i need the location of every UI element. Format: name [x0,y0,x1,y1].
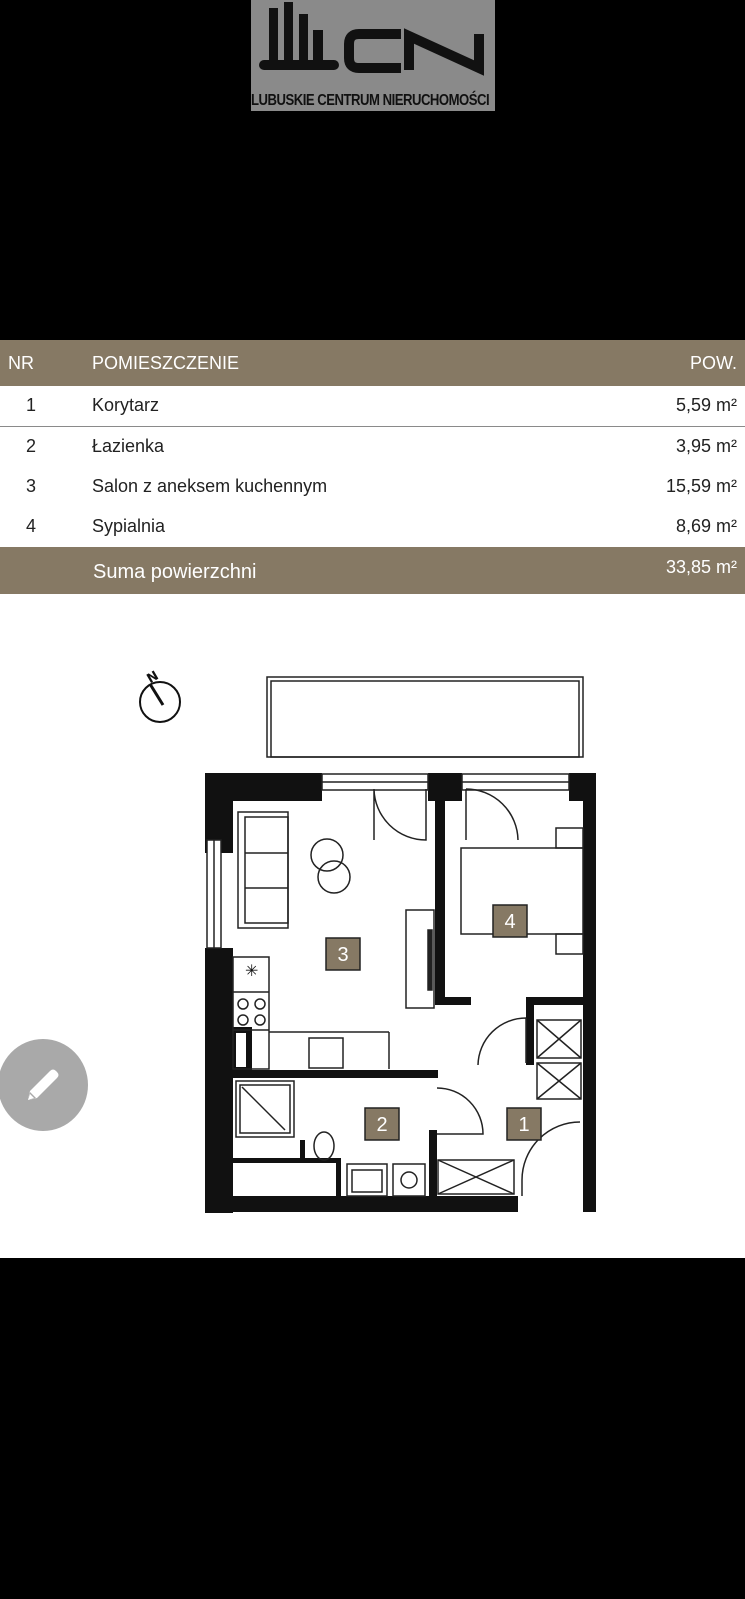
total-label: Suma powierzchni [93,561,257,583]
compass-north-label: N [144,668,162,687]
row-room: Sypialnia [92,516,166,536]
apartment-sheet [0,340,745,1258]
room-tag-3 [326,938,360,970]
row-area: 15,59 m² [665,476,737,496]
row-room: Korytarz [92,395,160,415]
room-tag-4 [493,905,527,937]
row-nr: 4 [26,516,37,536]
header-nr: NR [8,353,34,373]
pencil-icon [20,1062,66,1108]
room-tag-4-label: 4 [504,911,516,933]
room-tag-1 [507,1108,541,1140]
header-room: POMIESZCZENIE [92,353,240,373]
logo-text: LUBUSKIE CENTRUM NIERUCHOMOŚCI [251,92,490,109]
row-area: 8,69 m² [675,516,737,536]
floor-plan [0,340,745,1258]
row-room: Salon z aneksem kuchennym [92,476,328,496]
row-area: 3,95 m² [675,436,737,456]
fridge-icon: ✳ [245,961,259,980]
room-tag-2-label: 2 [376,1114,388,1136]
walls [205,773,596,1213]
logo-mark [251,0,495,92]
row-nr: 3 [26,476,37,496]
room-tag-2 [365,1108,399,1140]
total-area: 33,85 m² [665,557,737,577]
row-area: 5,59 m² [675,395,737,415]
row-room: Łazienka [92,436,165,456]
room-tag-3-label: 3 [337,944,349,966]
doors [374,789,580,1196]
edit-button[interactable] [0,1039,88,1131]
compass-icon [140,668,180,722]
row-nr: 2 [26,436,37,456]
room-tag-1-label: 1 [518,1114,530,1136]
row-nr: 1 [26,395,37,415]
company-logo [251,0,495,111]
header-area: POW. [689,353,737,373]
balcony [267,677,583,757]
